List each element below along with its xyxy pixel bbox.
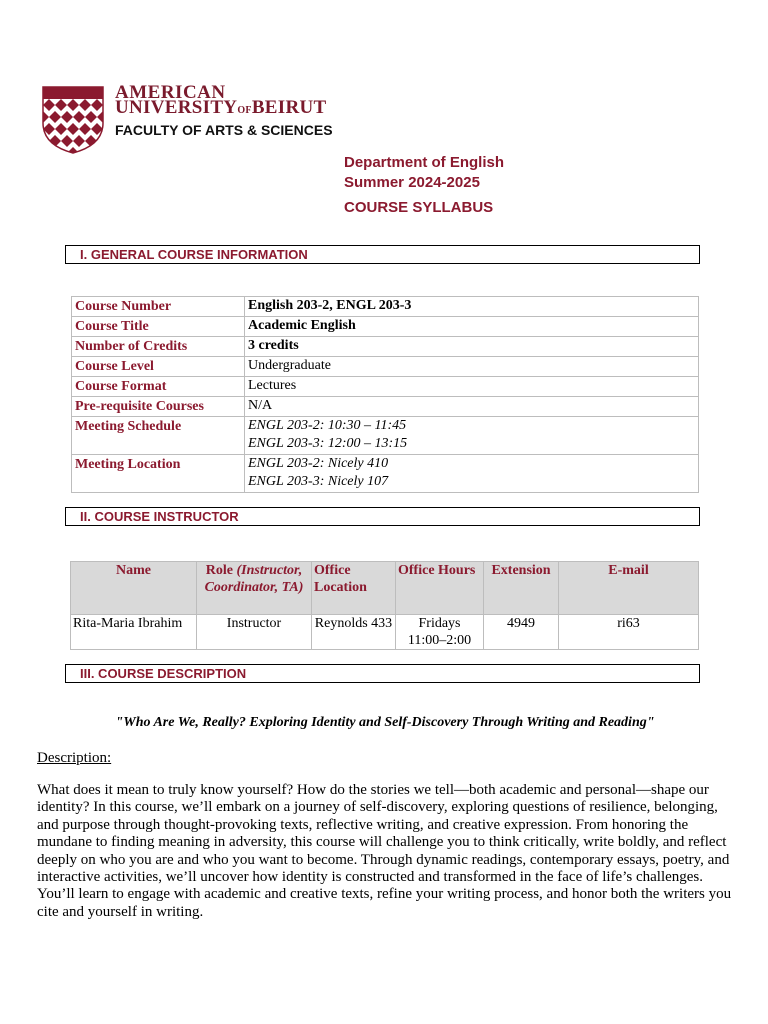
instructor-office-hours — [396, 615, 484, 650]
logo-of: OF — [237, 105, 252, 116]
instructor-name: Rita-Maria Ibrahim — [71, 615, 197, 650]
table-row — [72, 337, 699, 357]
course-number-value: English 203-2, ENGL 203-3 — [248, 298, 412, 313]
table-row — [72, 397, 699, 417]
course-info-table — [71, 296, 699, 493]
table-row — [72, 297, 699, 317]
col-role — [197, 562, 312, 615]
department-name: Department of English — [344, 154, 505, 171]
logo-beirut: BEIRUT — [251, 97, 327, 118]
table-header-row — [71, 562, 699, 615]
col-email: E-mail — [559, 562, 699, 615]
logo-american: AMERICAN — [115, 82, 226, 103]
course-number-label: Course Number — [72, 297, 245, 317]
table-row — [71, 615, 699, 650]
meeting-location-value-2: ENGL 203-3: Nicely 107 — [248, 474, 389, 489]
instructor-email: ri63 — [559, 615, 699, 650]
course-format-value: Lectures — [245, 377, 699, 397]
instructor-office-location: Reynolds 433 — [312, 615, 396, 650]
col-role-sub: (Instructor, Coordinator, TA) — [204, 563, 304, 595]
section-description-label: III. COURSE DESCRIPTION — [80, 666, 247, 681]
credits-label: Number of Credits — [72, 337, 245, 357]
description-label: Description: — [37, 750, 112, 766]
course-title-label: Course Title — [72, 317, 245, 337]
office-hours-day: Fridays — [418, 616, 461, 631]
section-instructor-heading — [65, 507, 700, 526]
col-name: Name — [71, 562, 197, 615]
table-row — [72, 317, 699, 337]
table-row — [72, 357, 699, 377]
description-body: What does it mean to truly know yourself? How do the stories we tell—both academic and personal—shape our identity? In this course, we’ll embark on a journey of self-discovery, exploring questions of resilience, belonging, and purpose through thought-provoking texts, reflective writing, and creative expression. From honoring the mundane to finding meaning in adversity, this course will challenge you to think critically, write boldly, and reflect deeply on who you are and who you want to become. Through dynamic readings, contemporary essays, poetry, and interactive activities, we’ll uncover how identity is constructed and transformed in the face of life’s challenges. You’ll learn to engage with academic and creative texts, refine your writing process, and honor both the writers you cite and yourself in writing. — [37, 782, 732, 920]
table-row — [72, 417, 699, 455]
prerequisite-label: Pre-requisite Courses — [72, 397, 245, 417]
table-row — [72, 455, 699, 493]
section-instructor-label: II. COURSE INSTRUCTOR — [80, 509, 239, 524]
logo-university: UNIVERSITY — [115, 97, 238, 118]
prerequisite-value: N/A — [245, 397, 699, 417]
page-title: COURSE SYLLABUS — [344, 199, 494, 216]
section-general-label: I. GENERAL COURSE INFORMATION — [80, 247, 308, 262]
course-level-label: Course Level — [72, 357, 245, 377]
course-theme-quote: "Who Are We, Really? Exploring Identity and Self-Discovery Through Writing and Reading" — [115, 715, 655, 730]
meeting-location-label: Meeting Location — [72, 455, 245, 493]
term: Summer 2024-2025 — [344, 174, 480, 191]
table-row — [72, 377, 699, 397]
course-format-label: Course Format — [72, 377, 245, 397]
col-extension: Extension — [484, 562, 559, 615]
meeting-schedule-label: Meeting Schedule — [72, 417, 245, 455]
col-office-location: Office Location — [312, 562, 396, 615]
logo-university-of-beirut — [115, 97, 326, 119]
section-description-heading — [65, 664, 700, 683]
course-title-value: Academic English — [248, 318, 356, 333]
col-role-label: Role — [205, 563, 233, 578]
section-general-heading — [65, 245, 700, 264]
credits-value: 3 credits — [248, 338, 299, 353]
aub-shield-logo — [41, 85, 105, 155]
instructor-role: Instructor — [197, 615, 312, 650]
instructor-table — [70, 561, 699, 650]
instructor-extension: 4949 — [484, 615, 559, 650]
office-hours-time: 11:00–2:00 — [407, 633, 472, 648]
meeting-location-value-1: ENGL 203-2: Nicely 410 — [248, 456, 389, 471]
col-office-hours: Office Hours — [396, 562, 484, 615]
meeting-schedule-value-2: ENGL 203-3: 12:00 – 13:15 — [248, 436, 408, 451]
logo-faculty: FACULTY OF ARTS & SCIENCES — [115, 122, 333, 138]
course-level-value: Undergraduate — [245, 357, 699, 377]
meeting-schedule-value-1: ENGL 203-2: 10:30 – 11:45 — [248, 418, 407, 433]
